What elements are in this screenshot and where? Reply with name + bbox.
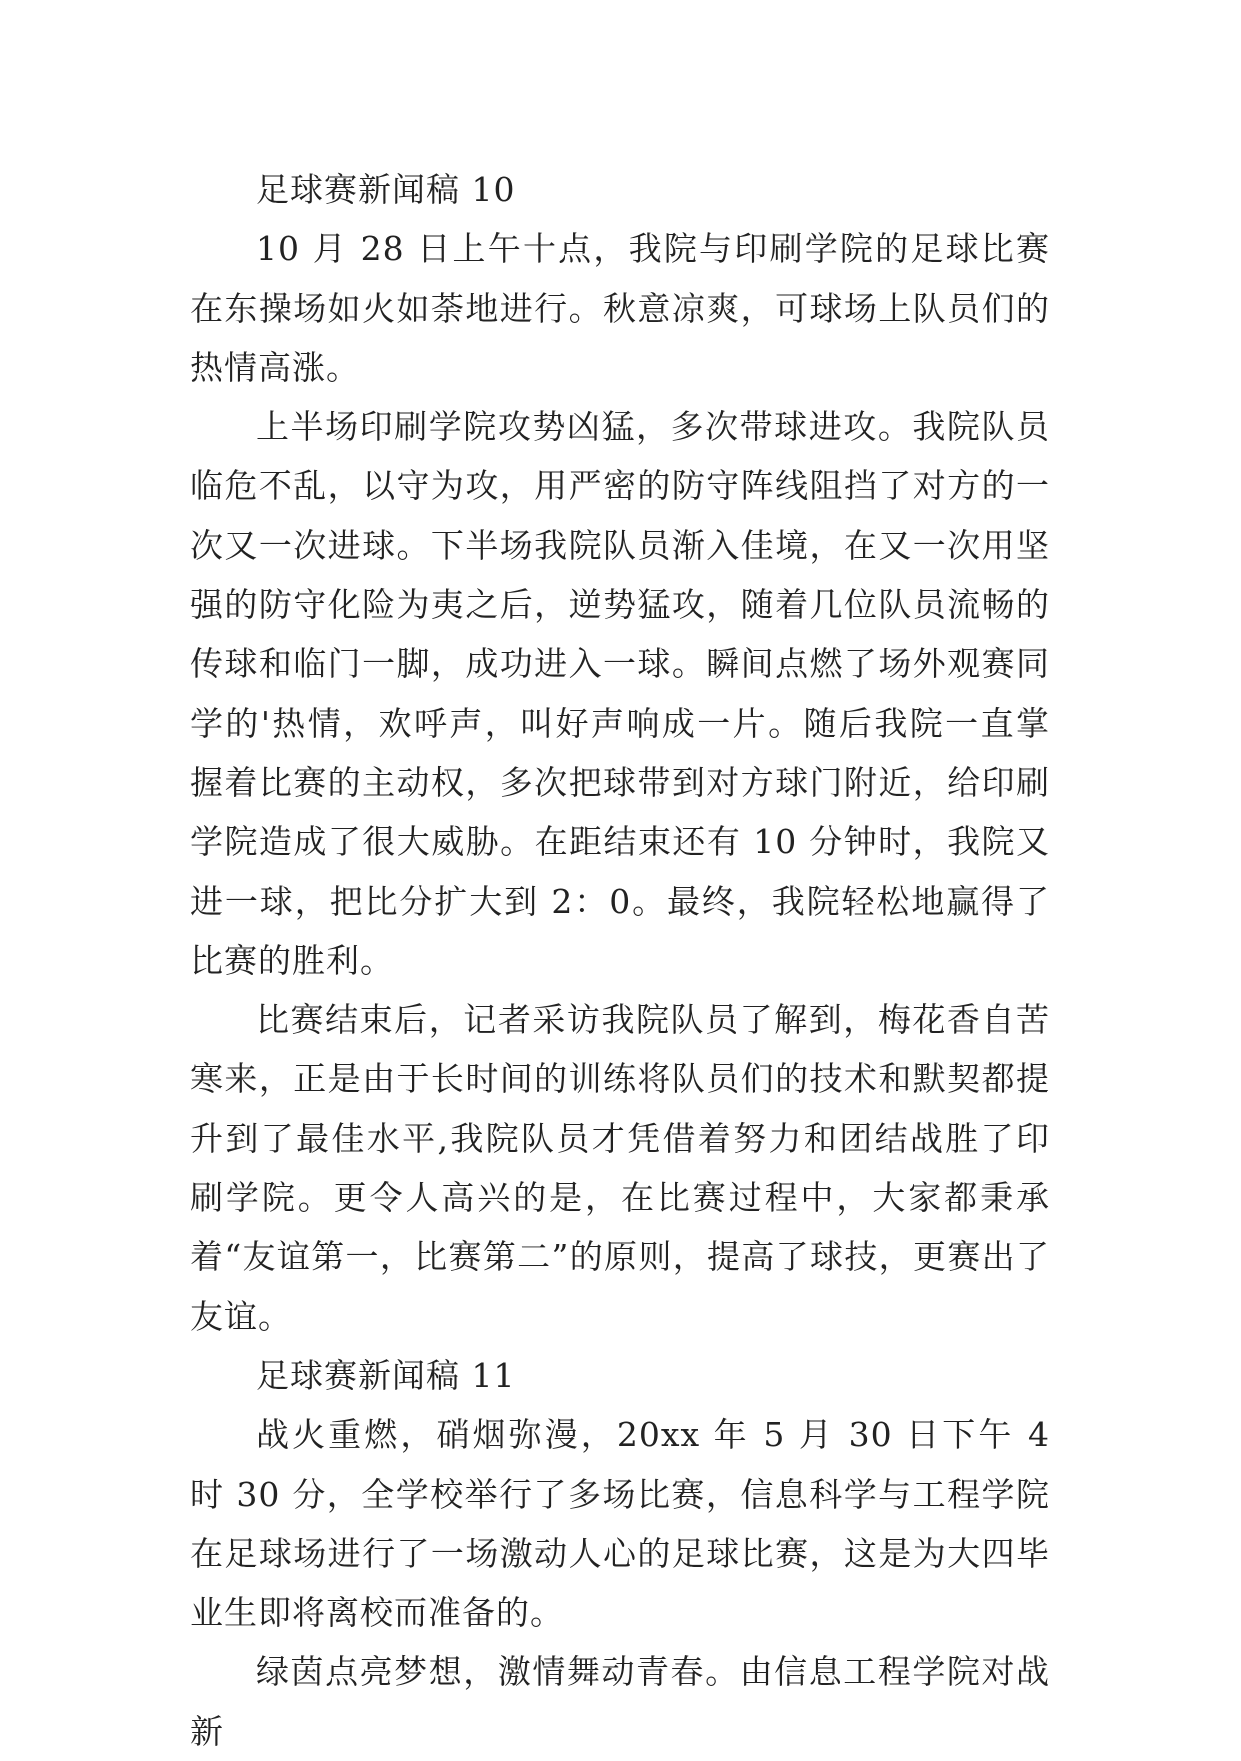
paragraph: 10 月 28 日上午十点，我院与印刷学院的足球比赛在东操场如火如荼地进行。秋意凉爽，可球场上队员们的热情高涨。 — [190, 229, 1050, 387]
heading-news-10: 足球赛新闻稿 10 — [256, 170, 516, 209]
paragraph: 战火重燃，硝烟弥漫，20xx 年 5 月 30 日下午 4 时 30 分，全学校举行了多场比赛，信息科学与工程学院在足球场进行了一场激动人心的足球比赛，这是为大四毕业生即将离校而准备的。 — [190, 1415, 1050, 1633]
heading-news-11: 足球赛新闻稿 11 — [256, 1355, 516, 1395]
document-body — [190, 160, 1050, 1761]
paragraph: 上半场印刷学院攻势凶猛，多次带球进攻。我院队员临危不乱，以守为攻，用严密的防守阵线阻挡了对方的一次又一次进球。下半场我院队员渐入佳境，在又一次用坚强的防守化险为夷之后，逆势猛攻，随着几位队员流畅的传球和临门一脚，成功进入一球。瞬间点燃了场外观赛同学的'热情，欢呼声，叫好声响成一片。随后我院一直掌握着比赛的主动权，多次把球带到对方球门附近，给印刷学院造成了很大威胁。在距结束还有 10 分钟时，我院又进一球，把比分扩大到 2：0。最终，我院轻松地赢得了比赛的胜利。 — [190, 407, 1050, 980]
paragraph: 绿茵点亮梦想，激情舞动青春。由信息工程学院对战新 — [190, 1652, 1050, 1751]
paragraph: 比赛结束后，记者采访我院队员了解到，梅花香自苦寒来，正是由于长时间的训练将队员们的技术和默契都提升到了最佳水平,我院队员才凭借着努力和团结战胜了印刷学院。更令人高兴的是，在比赛过程中，大家都秉承着“友谊第一，比赛第二”的原则，提高了球技，更赛出了友谊。 — [190, 1000, 1050, 1336]
